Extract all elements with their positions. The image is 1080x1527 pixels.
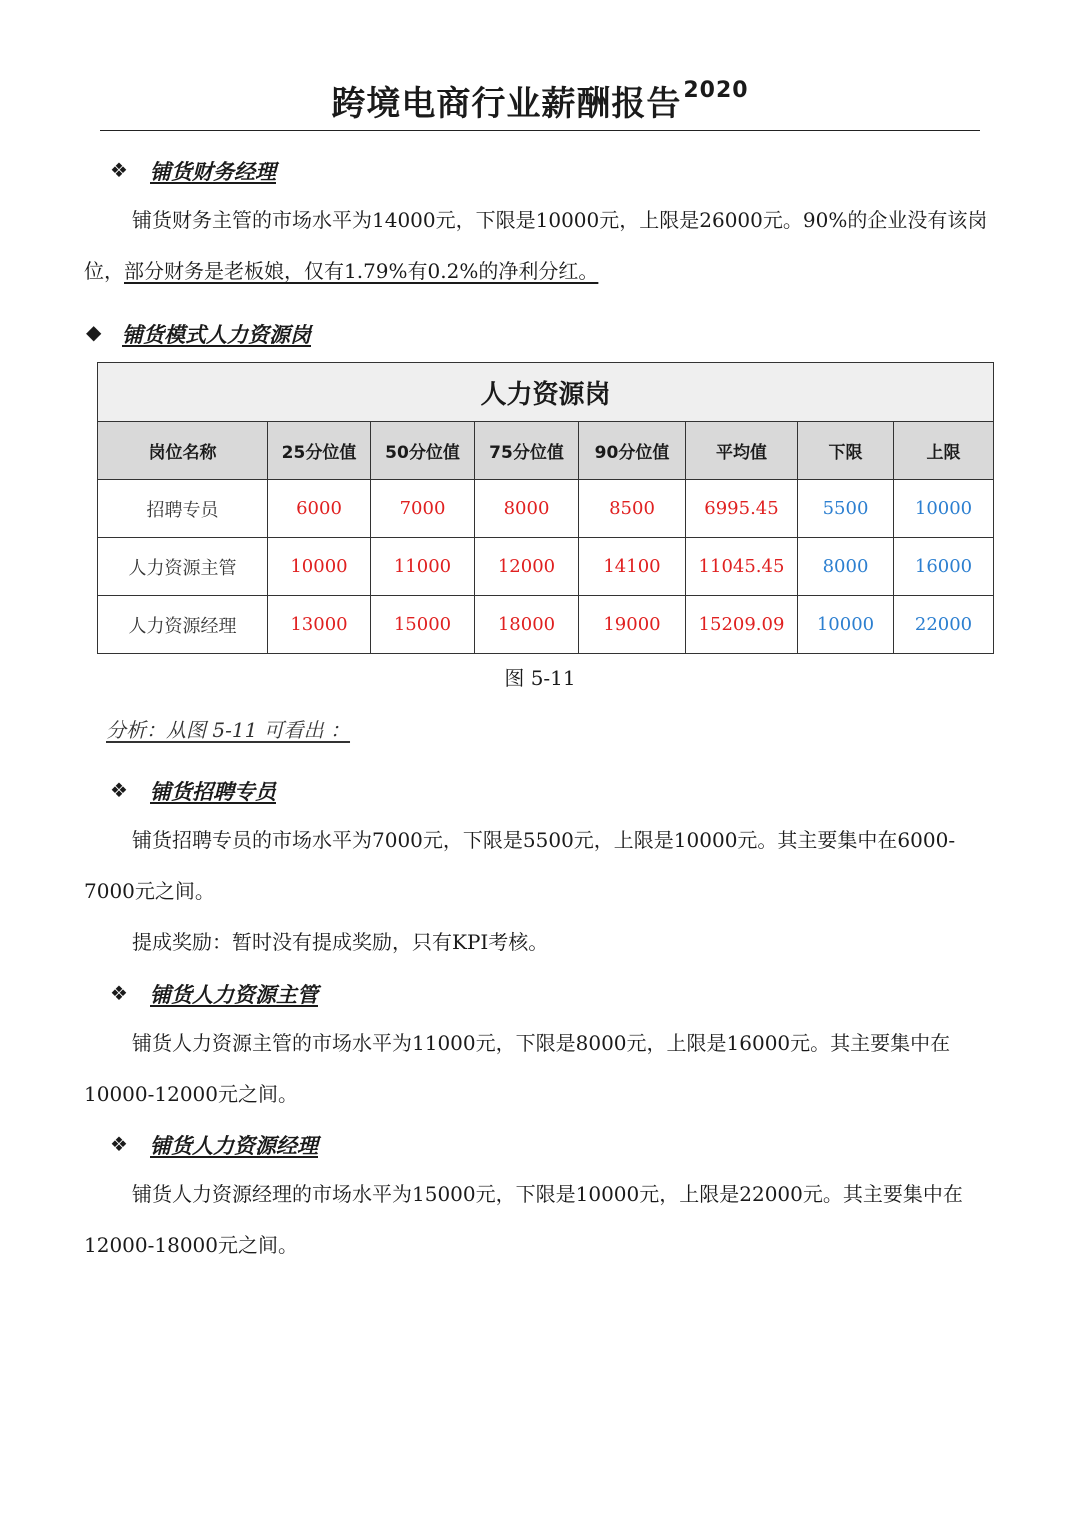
column-header: 50分位值: [371, 422, 475, 480]
salary-cell: 15000: [371, 596, 475, 654]
figure-caption: 图 5-11: [504, 666, 576, 690]
position-name-cell: 人力资源主管: [98, 538, 268, 596]
finance-heading: 铺货财务经理: [150, 160, 276, 184]
salary-cell: 10000: [798, 596, 894, 654]
column-header: 75分位值: [475, 422, 579, 480]
column-header: 岗位名称: [98, 422, 268, 480]
table-row: [98, 538, 994, 596]
hr-heading: 铺货模式人力资源岗: [122, 323, 311, 347]
salary-cell: 11000: [371, 538, 475, 596]
recruit-bonus-text: 提成奖励：暂时没有提成奖励，只有KPI考核。: [132, 930, 549, 954]
title-year: 2020: [683, 77, 749, 103]
recruit-paragraph: [84, 815, 1004, 917]
salary-cell: 15209.09: [686, 596, 798, 654]
column-header: 上限: [894, 422, 994, 480]
finance-text: 铺货财务主管的市场水平为14000元，下限是10000元，上限是26000元。90%的企业没有该岗位，: [84, 208, 988, 283]
diamond-bullet-icon: ❖: [110, 158, 128, 182]
recruit-text: 铺货招聘专员的市场水平为7000元，下限是5500元，上限是10000元。其主要集中在6000-7000元之间。: [84, 828, 956, 903]
salary-cell: 8000: [798, 538, 894, 596]
salary-cell: 8500: [579, 480, 686, 538]
salary-cell: 7000: [371, 480, 475, 538]
salary-cell: 5500: [798, 480, 894, 538]
table-row: [98, 480, 994, 538]
finance-paragraph: [84, 195, 1004, 297]
salary-cell: 10000: [894, 480, 994, 538]
position-name-cell: 招聘专员: [98, 480, 268, 538]
salary-cell: 12000: [475, 538, 579, 596]
diamond-bullet-icon: ❖: [110, 778, 128, 802]
supervisor-paragraph: [84, 1018, 1004, 1120]
diamond-bullet-icon: ❖: [110, 981, 128, 1005]
salary-cell: 10000: [268, 538, 371, 596]
table-row: [98, 596, 994, 654]
table-title: 人力资源岗: [98, 363, 994, 422]
page-title: [0, 76, 1080, 125]
manager-paragraph: [84, 1169, 1004, 1271]
column-header: 下限: [798, 422, 894, 480]
title-divider: [100, 130, 980, 131]
supervisor-text: 铺货人力资源主管的市场水平为11000元，下限是8000元，上限是16000元。其主要集中在10000-12000元之间。: [84, 1031, 951, 1106]
salary-cell: 22000: [894, 596, 994, 654]
salary-cell: 6995.45: [686, 480, 798, 538]
recruit-heading: 铺货招聘专员: [150, 780, 276, 804]
salary-cell: 6000: [268, 480, 371, 538]
column-header: 平均值: [686, 422, 798, 480]
salary-cell: 8000: [475, 480, 579, 538]
supervisor-heading: 铺货人力资源主管: [150, 983, 318, 1007]
hr-salary-table: [97, 362, 993, 654]
column-header: 25分位值: [268, 422, 371, 480]
salary-cell: 16000: [894, 538, 994, 596]
finance-underlined-text: 部分财务是老板娘，仅有1.79%有0.2%的净利分红。: [124, 259, 599, 283]
diamond-bullet-icon: ❖: [110, 1132, 128, 1156]
salary-cell: 14100: [579, 538, 686, 596]
title-text: 跨境电商行业薪酬报告: [331, 84, 682, 124]
solid-diamond-bullet-icon: ◆: [86, 320, 102, 344]
manager-text: 铺货人力资源经理的市场水平为15000元，下限是10000元，上限是22000元。其主要集中在12000-18000元之间。: [84, 1182, 963, 1257]
manager-heading: 铺货人力资源经理: [150, 1134, 318, 1158]
analysis-line: 分析：从图 5-11 可看出 ：: [106, 718, 351, 742]
salary-cell: 11045.45: [686, 538, 798, 596]
salary-cell: 19000: [579, 596, 686, 654]
salary-cell: 13000: [268, 596, 371, 654]
column-header: 90分位值: [579, 422, 686, 480]
salary-cell: 18000: [475, 596, 579, 654]
recruit-bonus-paragraph: [84, 917, 1004, 968]
position-name-cell: 人力资源经理: [98, 596, 268, 654]
